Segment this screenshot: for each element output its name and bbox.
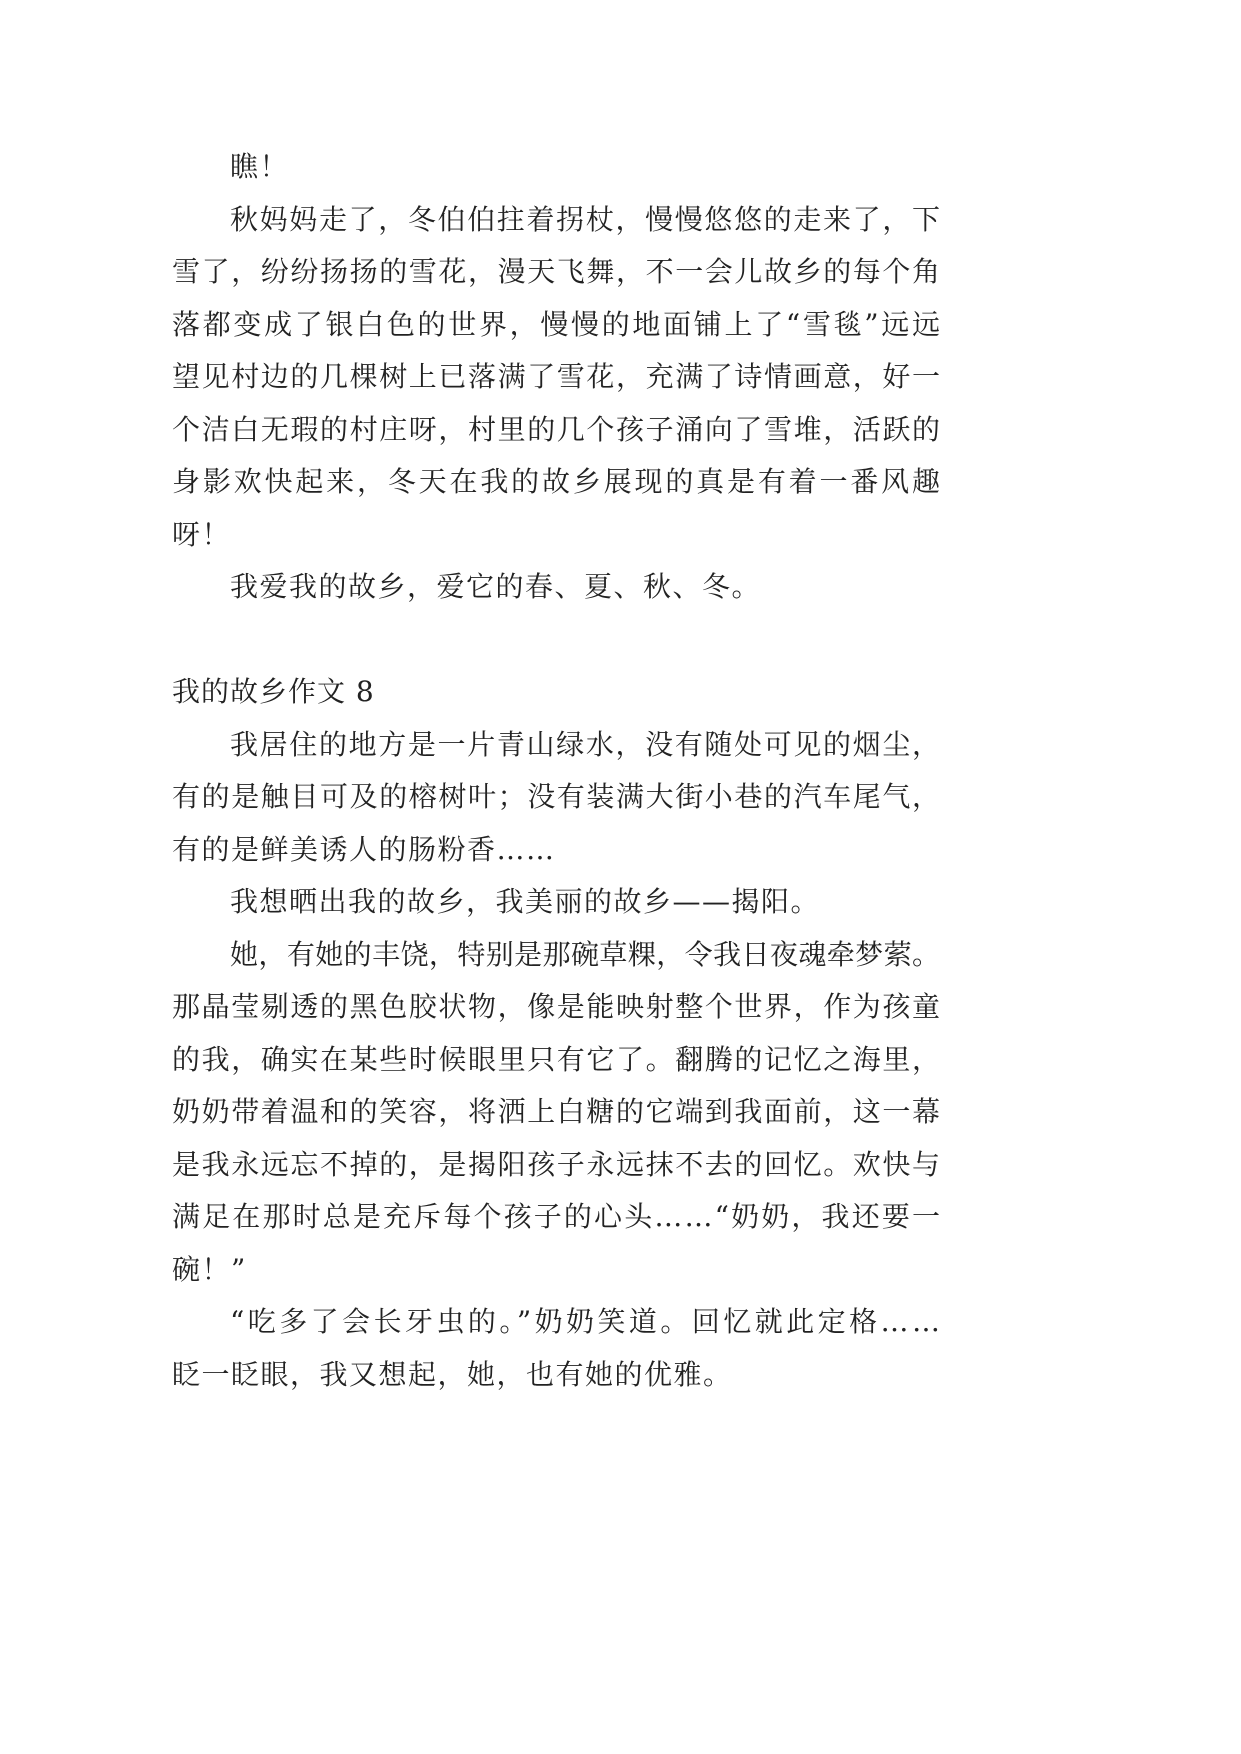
text-line bbox=[172, 981, 940, 1034]
text-line bbox=[172, 509, 940, 562]
text-line bbox=[172, 194, 940, 247]
line-text: 有的是鲜美诱人的肠粉香…… bbox=[172, 832, 556, 866]
text-line bbox=[172, 929, 940, 982]
text-line bbox=[172, 141, 940, 194]
text-line bbox=[172, 1296, 944, 1349]
text-line bbox=[172, 876, 940, 929]
body-paragraph bbox=[172, 876, 940, 929]
body-paragraph bbox=[172, 194, 943, 562]
text-line bbox=[172, 404, 940, 457]
essay-title: 我的故乡作文 8 bbox=[172, 675, 375, 708]
text-line bbox=[172, 1034, 940, 1087]
text-line bbox=[172, 719, 940, 772]
text-line bbox=[172, 246, 940, 299]
text-line bbox=[172, 1139, 940, 1192]
body-paragraph bbox=[172, 929, 943, 1297]
text-line bbox=[172, 351, 940, 404]
essay-body bbox=[172, 719, 944, 1402]
line-text: 呀！ bbox=[172, 517, 232, 551]
line-text: “吃多了会长牙虫的。”奶奶笑道。回忆就此定格…… bbox=[230, 1305, 944, 1338]
line-text: 秋妈妈走了，冬伯伯拄着拐杖，慢慢悠悠的走来了，下 bbox=[230, 202, 942, 236]
body-paragraph bbox=[172, 719, 940, 877]
text-line bbox=[172, 1349, 940, 1402]
line-text: 我想晒出我的故乡，我美丽的故乡——揭阳。 bbox=[230, 885, 821, 918]
line-text: 瞧！ bbox=[230, 150, 290, 183]
line-text: 望见村边的几棵树上已落满了雪花，充满了诗情画意，好一 bbox=[172, 360, 942, 393]
body-paragraph bbox=[172, 561, 940, 614]
text-line bbox=[172, 299, 943, 352]
line-text: 奶奶带着温和的笑容，将洒上白糖的它端到我面前，这一幕 bbox=[172, 1095, 942, 1128]
text-line bbox=[172, 561, 940, 614]
text-line bbox=[172, 1244, 940, 1297]
body-paragraph bbox=[172, 1296, 944, 1401]
text-line bbox=[172, 1191, 943, 1244]
text-block bbox=[172, 141, 944, 1401]
line-text: 个洁白无瑕的村庄呀，村里的几个孩子涌向了雪堆，活跃的 bbox=[172, 412, 942, 446]
line-text: 我居住的地方是一片青山绿水，没有随处可见的烟尘， bbox=[230, 727, 942, 761]
line-text: 我爱我的故乡，爱它的春、夏、秋、冬。 bbox=[230, 570, 762, 603]
line-text: 落都变成了银白色的世界，慢慢的地面铺上了“雪毯”远远 bbox=[172, 307, 943, 341]
line-text: 满足在那时总是充斥每个孩子的心头……“奶奶，我还要一 bbox=[172, 1200, 943, 1233]
text-line bbox=[172, 456, 943, 509]
line-text: 那晶莹剔透的黑色胶状物，像是能映射整个世界，作为孩童 bbox=[172, 990, 942, 1023]
line-text: 眨一眨眼，我又想起，她，也有她的优雅。 bbox=[172, 1357, 733, 1391]
line-text: 碗！” bbox=[172, 1252, 247, 1286]
body-paragraph bbox=[172, 141, 940, 194]
continued-section bbox=[172, 141, 943, 614]
text-line bbox=[172, 771, 940, 824]
line-text: 有的是触目可及的榕树叶；没有装满大街小巷的汽车尾气， bbox=[172, 780, 942, 813]
line-text: 身影欢快起来，冬天在我的故乡展现的真是有着一番风趣 bbox=[172, 465, 943, 498]
line-text: 的我，确实在某些时候眼里只有它了。翻腾的记忆之海里， bbox=[172, 1042, 942, 1076]
line-text: 是我永远忘不掉的，是揭阳孩子永远抹不去的回忆。欢快与 bbox=[172, 1147, 942, 1181]
line-text: 雪了，纷纷扬扬的雪花，漫天飞舞，不一会儿故乡的每个角 bbox=[172, 255, 942, 288]
text-line bbox=[172, 824, 940, 877]
line-text: 她，有她的丰饶，特别是那碗草粿，令我日夜魂牵梦萦。 bbox=[230, 937, 941, 971]
text-line bbox=[172, 1086, 940, 1139]
